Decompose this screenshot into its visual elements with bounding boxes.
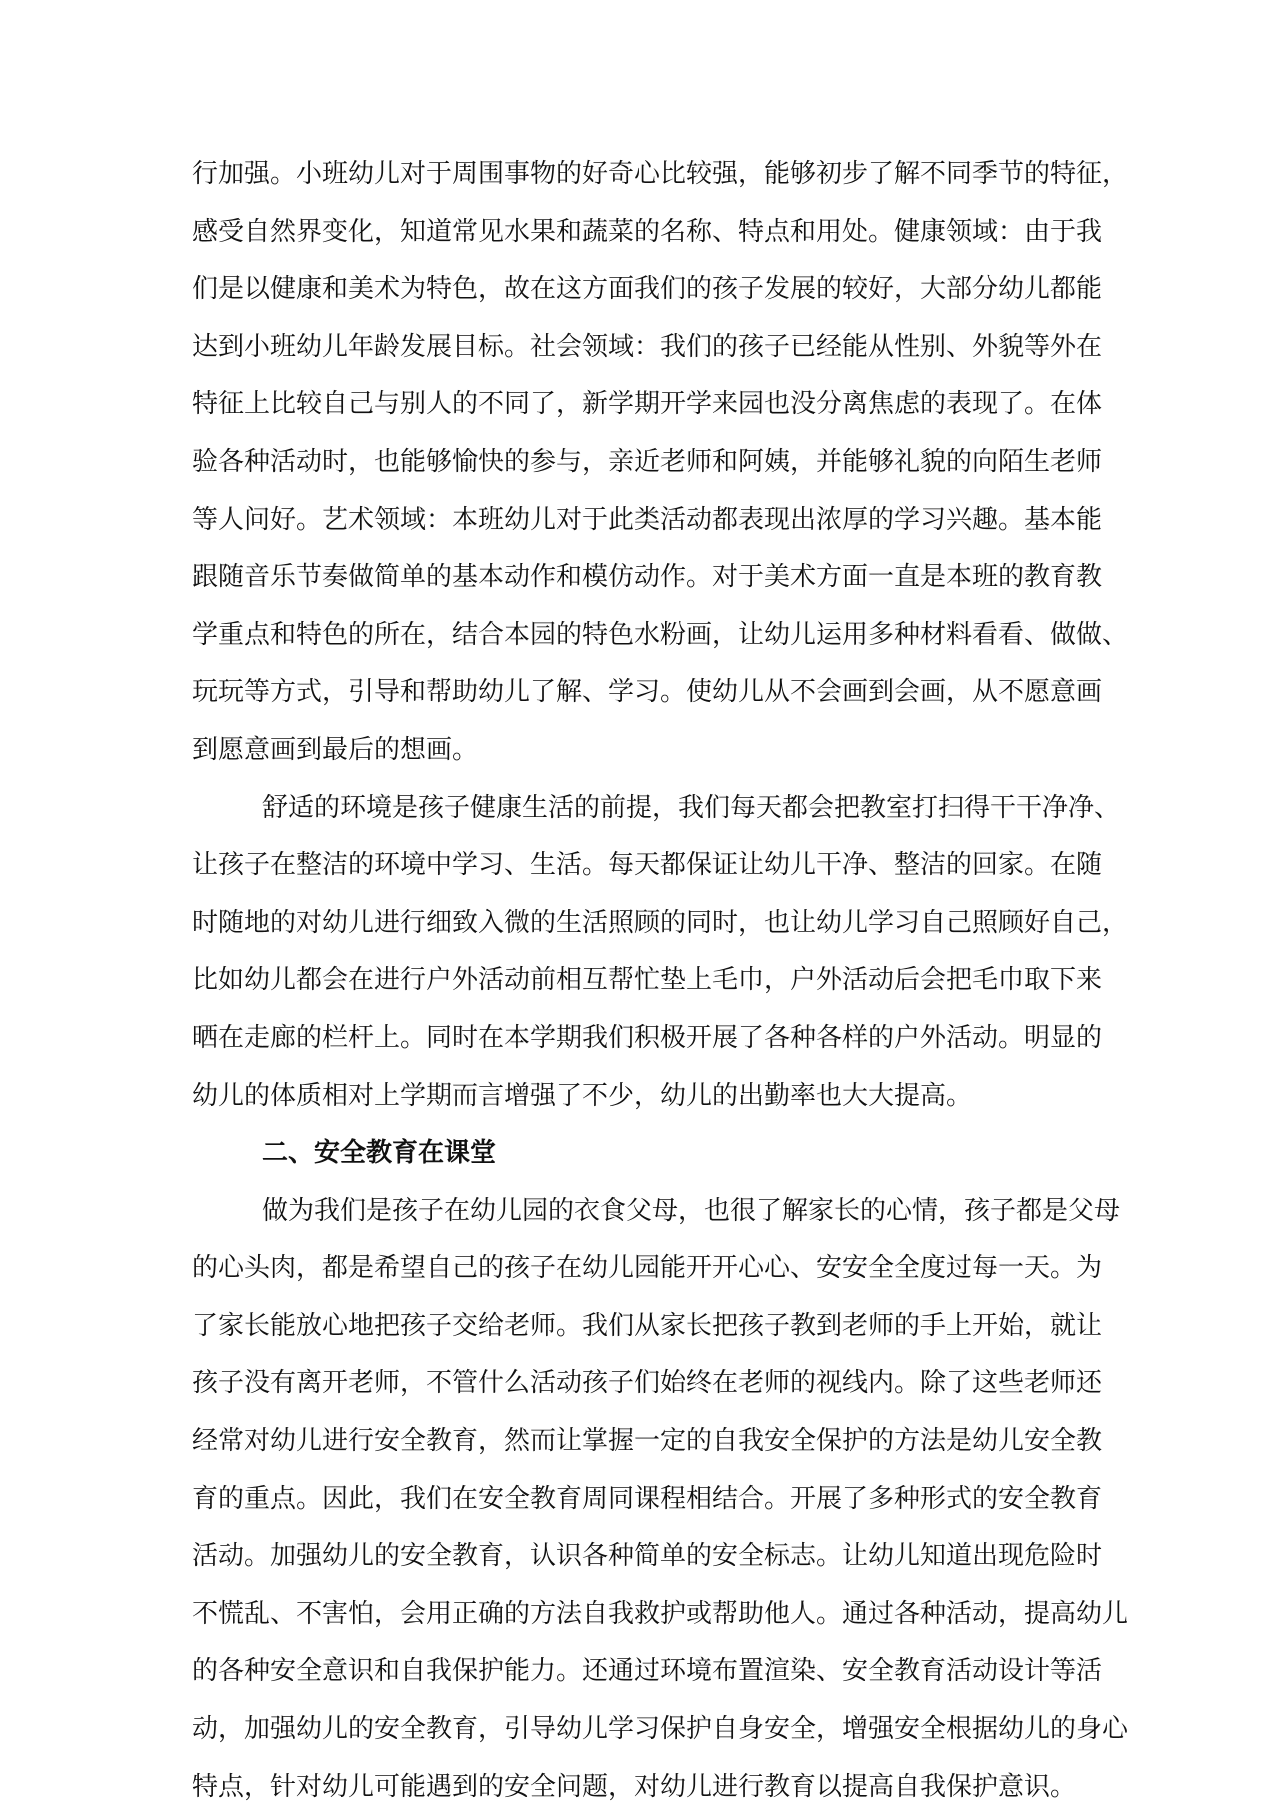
text-line: 幼儿的体质相对上学期而言增强了不少，幼儿的出勤率也大大提高。 (192, 1080, 973, 1111)
text-line: 了家长能放心地把孩子交给老师。我们从家长把孩子教到老师的手上开始，就让 (192, 1310, 1103, 1341)
text-line: 验各种活动时，也能够愉快的参与，亲近老师和阿姨，并能够礼貌的向陌生老师 (192, 446, 1103, 477)
text-line: 时随地的对幼儿进行细致入微的生活照顾的同时，也让幼儿学习自己照顾好自己， (192, 907, 1129, 938)
text-line: 做为我们是孩子在幼儿园的衣食父母，也很了解家长的心情，孩子都是父母 (262, 1195, 1121, 1226)
text-line: 孩子没有离开老师，不管什么活动孩子们始终在老师的视线内。除了这些老师还 (192, 1368, 1103, 1399)
text-line: 活动。加强幼儿的安全教育，认识各种简单的安全标志。让幼儿知道出现危险时 (192, 1541, 1103, 1572)
text-line: 动，加强幼儿的安全教育，引导幼儿学习保护自身安全，增强安全根据幼儿的身心 (192, 1714, 1129, 1745)
text-line: 们是以健康和美术为特色，故在这方面我们的孩子发展的较好，大部分幼儿都能 (192, 274, 1103, 305)
text-line: 特征上比较自己与别人的不同了，新学期开学来园也没分离焦虑的表现了。在体 (192, 389, 1103, 420)
text-line: 不慌乱、不害怕，会用正确的方法自我救护或帮助他人。通过各种活动，提高幼儿 (192, 1598, 1129, 1629)
text-line: 等人问好。艺术领域：本班幼儿对于此类活动都表现出浓厚的学习兴趣。基本能 (192, 504, 1103, 535)
text-line: 的各种安全意识和自我保护能力。还通过环境布置渲染、安全教育活动设计等活 (192, 1656, 1103, 1687)
text-line: 比如幼儿都会在进行户外活动前相互帮忙垫上毛巾，户外活动后会把毛巾取下来 (192, 965, 1103, 996)
text-line: 的心头肉，都是希望自己的孩子在幼儿园能开开心心、安安全全度过每一天。为 (192, 1253, 1103, 1284)
text-line: 特点，针对幼儿可能遇到的安全问题，对幼儿进行教育以提高自我保护意识。 (192, 1771, 1077, 1802)
section-heading: 二、安全教育在课堂 (262, 1138, 497, 1169)
text-line: 学重点和特色的所在，结合本园的特色水粉画，让幼儿运用多种材料看看、做做、 (192, 619, 1129, 650)
text-line: 晒在走廊的栏杆上。同时在本学期我们积极开展了各种各样的户外活动。明显的 (192, 1022, 1103, 1053)
paragraph-domains (192, 146, 1129, 780)
text-line: 玩玩等方式，引导和帮助幼儿了解、学习。使幼儿从不会画到会画，从不愿意画 (192, 677, 1103, 708)
document-page (192, 146, 1129, 1816)
text-line: 舒适的环境是孩子健康生活的前提，我们每天都会把教室打扫得干干净净、 (262, 792, 1121, 823)
text-line: 行加强。小班幼儿对于周围事物的好奇心比较强，能够初步了解不同季节的特征， (192, 159, 1129, 189)
text-line: 育的重点。因此，我们在安全教育周同课程相结合。开展了多种形式的安全教育 (192, 1483, 1103, 1514)
text-line: 跟随音乐节奏做简单的基本动作和模仿动作。对于美术方面一直是本班的教育教 (192, 562, 1103, 593)
paragraph-environment (192, 780, 1129, 1126)
text-line: 到愿意画到最后的想画。 (192, 734, 479, 765)
paragraph-safety (192, 1183, 1129, 1816)
text-line: 经常对幼儿进行安全教育，然而让掌握一定的自我安全保护的方法是幼儿安全教 (192, 1426, 1103, 1457)
text-line: 感受自然界变化，知道常见水果和蔬菜的名称、特点和用处。健康领域：由于我 (192, 216, 1103, 247)
text-line: 让孩子在整洁的环境中学习、生活。每天都保证让幼儿干净、整洁的回家。在随 (192, 850, 1103, 881)
text-line: 达到小班幼儿年龄发展目标。社会领域：我们的孩子已经能从性别、外貌等外在 (192, 331, 1103, 362)
